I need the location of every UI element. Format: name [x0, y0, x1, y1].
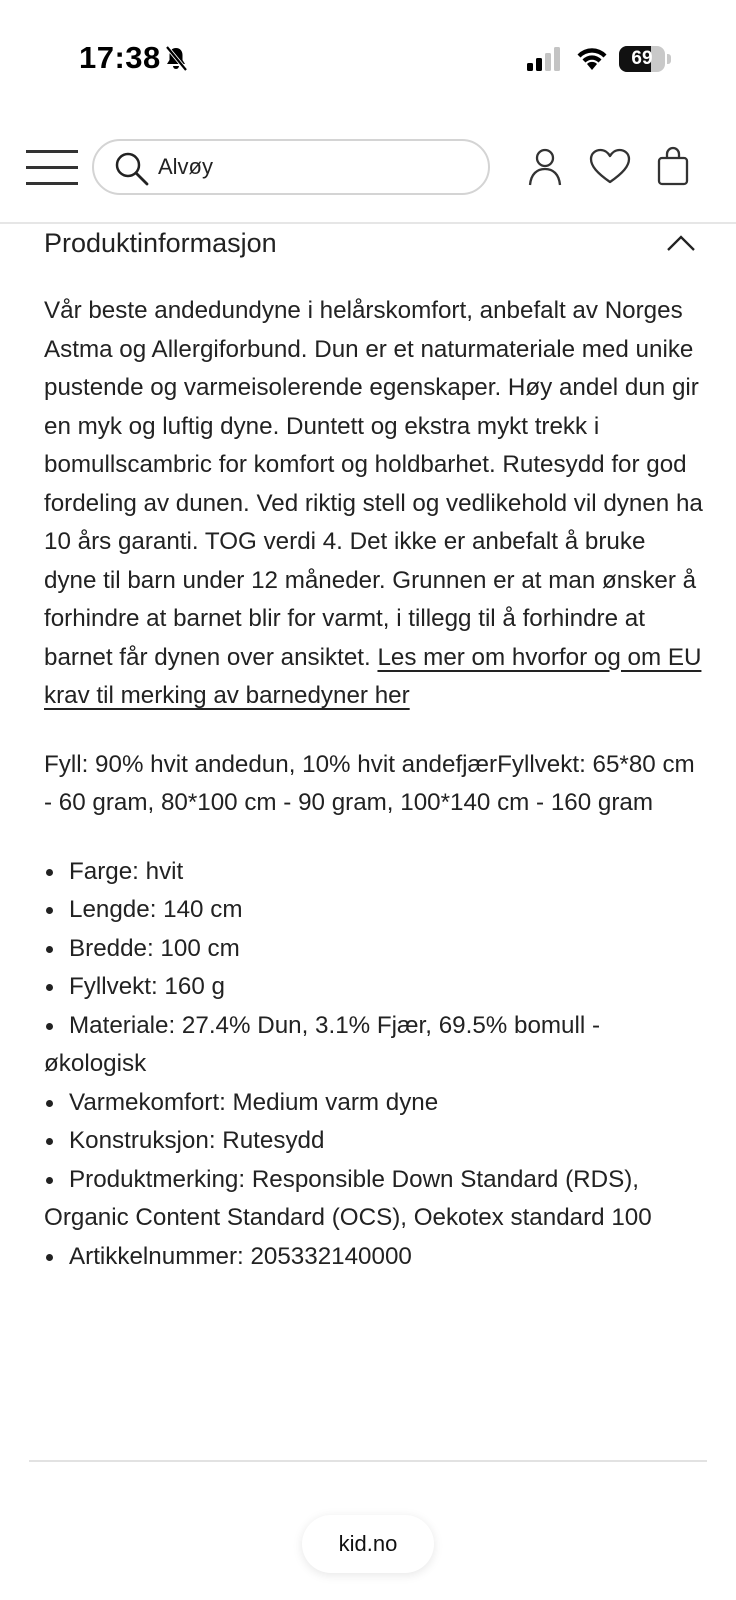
fill-info: Fyll: 90% hvit andedun, 10% hvit andefjærFyllvekt: 65*80 cm - 60 gram, 80*100 cm - 90 gram, 100*140 cm - 160 gram: [44, 750, 695, 816]
heart-icon[interactable]: [589, 148, 631, 184]
section-divider: [29, 1460, 707, 1462]
product-info-accordion-toggle[interactable]: [44, 224, 696, 272]
menu-button[interactable]: [26, 150, 78, 186]
spec-item: Materiale: 27.4% Dun, 3.1% Fjær, 69.5% bomull - økologisk: [44, 1007, 704, 1084]
eu-requirements-link[interactable]: Les mer om hvorfor og om EU krav til merking av barnedyner her: [44, 643, 702, 709]
search-bar[interactable]: [92, 139, 490, 195]
spec-item: Farge: hvit: [44, 853, 704, 892]
cellular-signal-icon: [527, 47, 563, 71]
status-bar: [0, 0, 736, 110]
spec-item: Produktmerking: Responsible Down Standard (RDS), Organic Content Standard (OCS), Oekotex standard 100: [44, 1161, 704, 1238]
wifi-icon: [576, 45, 608, 71]
chevron-up-icon: [666, 234, 696, 252]
silent-bell-icon: [164, 45, 188, 73]
account-icon[interactable]: [528, 148, 562, 186]
spec-item: Lengde: 140 cm: [44, 891, 704, 930]
search-icon: [114, 151, 150, 187]
section-title: Produktinformasjon: [44, 228, 277, 258]
shopping-bag-icon[interactable]: [657, 146, 689, 186]
battery-indicator: [619, 46, 671, 72]
spec-item: Artikkelnummer: 205332140000: [44, 1238, 704, 1277]
product-info-content: [44, 292, 704, 1276]
spec-item: Konstruksjon: Rutesydd: [44, 1122, 704, 1161]
spec-item: Fyllvekt: 160 g: [44, 968, 704, 1007]
spec-item: Bredde: 100 cm: [44, 930, 704, 969]
description-paragraph: [44, 292, 704, 716]
description-text: Vår beste andedundyne i helårskomfort, anbefalt av Norges Astma og Allergiforbund. Dun er et naturmateriale med unike pustende og varmeisolerende egenskaper. Høy andel dun gir en myk og luftig dyne. Duntett og ekstra mykt trekk i bomullscambric for komfort og holdbarhet. Rutesydd for god fordeling av dunen. Ved riktig stell og vedlikehold vil dynen ha 10 års garanti. TOG verdi 4. Det ikke er anbefalt å bruke dyne til barn under 12 måneder. Grunnen er at man ønsker å forhindre at barnet blir for varmt, i tillegg til å forhindre at barnet får dynen over ansiktet.: [44, 297, 703, 671]
status-time: 17:38: [79, 40, 161, 75]
spec-item: Varmekomfort: Medium varm dyne: [44, 1084, 704, 1123]
spec-list: [44, 853, 704, 1277]
site-header: [0, 120, 736, 224]
search-input[interactable]: [158, 149, 458, 185]
browser-address-bar[interactable]: kid.no: [302, 1515, 434, 1573]
battery-percent: 69: [631, 48, 653, 69]
